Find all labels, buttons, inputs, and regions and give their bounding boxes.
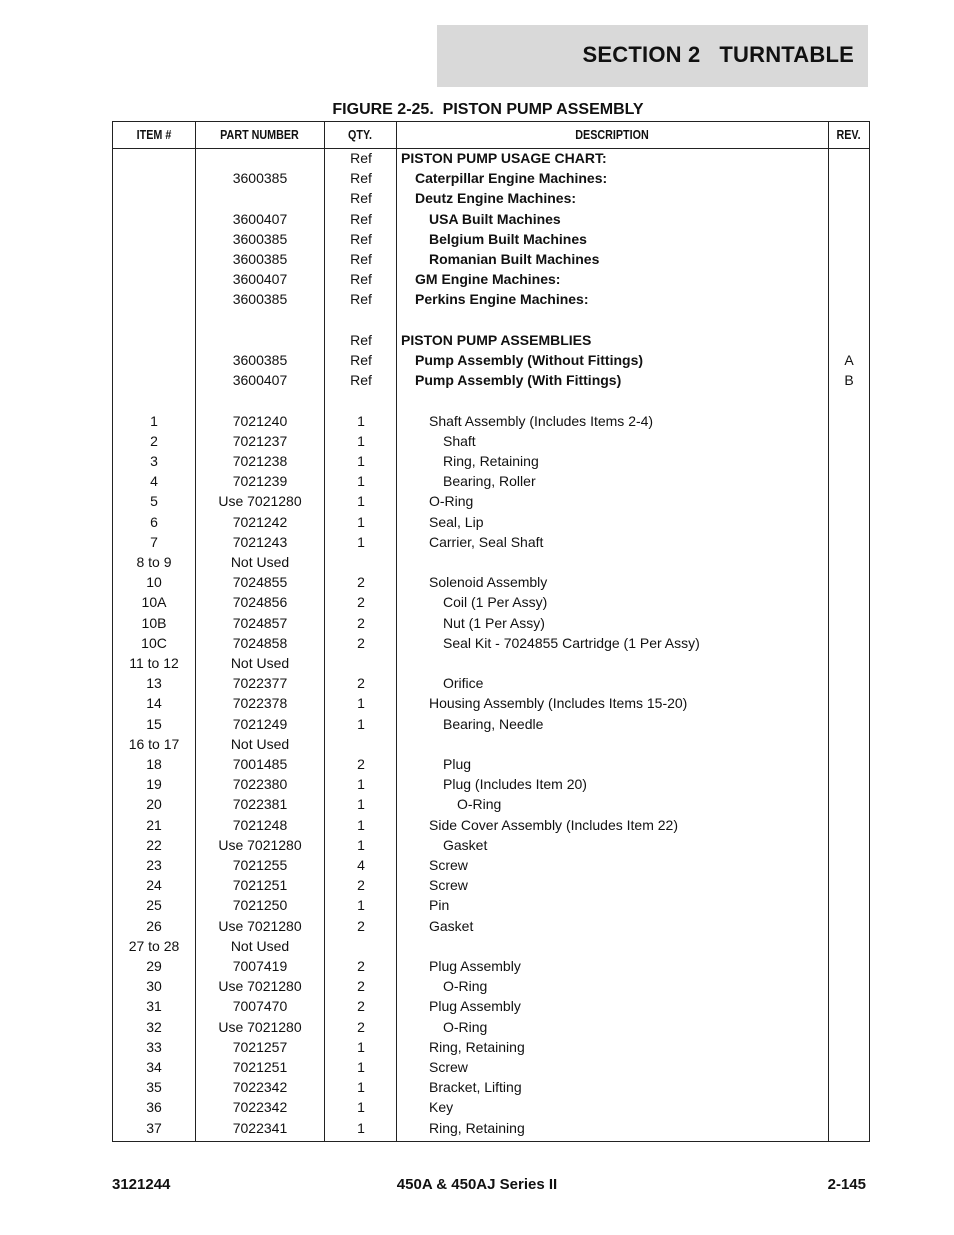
column-header-rev: REV. [836,128,861,142]
item-cell: 18 [146,756,162,772]
part-number-cell: 7022377 [232,675,288,692]
item-cell: 29 [146,958,162,974]
item-cell: 6 [150,513,158,530]
item-cell: 14 [146,695,162,712]
description-cell: Carrier, Seal Shaft [429,533,544,550]
qty-cell: 2 [357,756,365,772]
description-cell: Coil (1 Per Assy) [443,594,548,611]
table-row [113,895,869,915]
table-row [113,188,869,208]
table-row [113,875,869,895]
part-number-cell: Use 7021280 [218,493,302,510]
table-row [113,1077,869,1097]
part-number-cell: 7021255 [232,857,288,873]
item-cell: 37 [146,1119,162,1136]
item-cell: 25 [146,897,162,914]
table-row [113,754,869,774]
table-row [113,693,869,713]
qty-cell: 1 [357,513,365,530]
description-cell: Screw [429,877,468,894]
table-row [113,370,869,390]
item-cell: 13 [146,675,162,692]
qty-cell: 1 [357,816,365,833]
qty-cell: 1 [357,1099,365,1116]
table-row [113,653,869,673]
table-row [113,209,869,229]
item-cell: 11 to 12 [129,655,179,671]
qty-cell: 1 [357,493,365,510]
table-row [113,350,869,370]
rev-cell: A [844,352,854,368]
table-row [113,633,869,653]
part-number-cell: 7022378 [232,695,288,712]
part-number-cell: 7024858 [232,634,288,651]
item-cell: 34 [146,1059,162,1075]
table-row [113,168,869,188]
part-number-cell: 7021238 [232,453,288,469]
table-row [113,734,869,754]
description-cell: Seal Kit - 7024855 Cartridge (1 Per Assy) [443,634,700,651]
table-row [113,855,869,875]
qty-cell: Ref [350,291,372,308]
description-cell: USA Built Machines [429,210,561,227]
qty-cell: Ref [350,230,372,247]
table-row [113,411,869,431]
part-number-cell: 3600407 [232,271,288,288]
table-row [113,794,869,814]
item-cell: 33 [146,1038,162,1055]
part-number-cell: 7022381 [232,796,288,813]
description-cell: Screw [429,857,468,873]
qty-cell: 1 [357,1059,365,1075]
item-cell: 19 [146,776,162,793]
part-number-cell: Use 7021280 [218,978,302,995]
item-cell: 1 [150,412,158,429]
item-cell: 2 [150,432,158,449]
item-cell: 22 [146,836,162,853]
table-row [113,512,869,532]
part-number-cell: 3600385 [232,291,288,308]
description-cell: Deutz Engine Machines: [415,190,577,207]
description-cell: Belgium Built Machines [429,230,587,247]
description-cell: Solenoid Assembly [429,574,548,591]
description-cell: O-Ring [457,796,502,813]
part-number-cell: 3600385 [232,251,288,267]
description-cell: Shaft Assembly (Includes Items 2-4) [429,412,654,429]
part-number-cell: 7022342 [232,1099,288,1116]
item-cell: 10C [141,634,167,651]
column-header-item: ITEM # [136,128,172,142]
table-row [113,976,869,996]
table-row [113,1057,869,1077]
table-row [113,310,869,330]
footer-page-number: 2-145 [827,1176,866,1193]
qty-cell: 1 [357,453,365,469]
item-cell: 10B [141,614,167,631]
part-number-cell: 7021250 [232,897,288,914]
part-number-cell: 7022341 [232,1119,288,1136]
qty-cell: 2 [357,877,365,894]
item-cell: 4 [150,473,158,490]
column-header-part-number: PART NUMBER [220,128,299,142]
item-cell: 27 to 28 [128,937,180,954]
item-cell: 16 to 17 [128,735,180,752]
description-cell: Key [429,1099,454,1116]
qty-cell: 2 [357,594,365,611]
description-cell: Ring, Retaining [443,453,539,469]
table-row [113,249,869,269]
description-cell: PISTON PUMP ASSEMBLIES [401,331,592,348]
qty-cell: 4 [357,857,365,873]
part-number-cell: 7007470 [232,998,288,1015]
part-number-cell: Not Used [230,655,290,671]
description-cell: Pump Assembly (With Fittings) [415,372,622,389]
qty-cell: 1 [357,715,365,732]
table-row [113,1017,869,1037]
footer-model: 450A & 450AJ Series II [396,1176,558,1193]
item-cell: 15 [146,715,162,732]
qty-cell: 2 [357,574,365,591]
part-number-cell: 7022342 [232,1079,288,1096]
item-cell: 21 [146,816,162,833]
description-cell: Caterpillar Engine Machines: [415,170,608,187]
description-cell: Ring, Retaining [429,1119,525,1136]
part-number-cell: Not Used [230,937,290,954]
column-header-qty: QTY. [348,128,372,142]
description-cell: Seal, Lip [429,513,484,530]
qty-cell: 2 [357,1018,365,1035]
item-cell: 23 [146,857,162,873]
description-cell: Bearing, Needle [443,715,544,732]
part-number-cell: 7021243 [232,533,288,550]
section-header [437,25,868,87]
table-row [113,673,869,693]
qty-cell: Ref [350,170,372,187]
description-cell: Pump Assembly (Without Fittings) [415,352,644,368]
table-row [113,936,869,956]
item-cell: 26 [146,917,162,934]
description-cell: Plug [443,756,472,772]
part-number-cell: 3600407 [232,372,288,389]
qty-cell: 1 [357,412,365,429]
part-number-cell: Not Used [230,554,290,570]
part-number-cell: 7022380 [232,776,288,793]
qty-cell: 1 [357,1079,365,1096]
description-cell: Plug Assembly [429,998,521,1015]
item-cell: 8 to 9 [136,554,172,570]
qty-cell: 2 [357,958,365,974]
table-row [113,835,869,855]
table-row [113,815,869,835]
qty-cell: 1 [357,432,365,449]
qty-cell: Ref [350,352,372,368]
qty-cell: Ref [350,271,372,288]
qty-cell: Ref [350,251,372,267]
table-row [113,1097,869,1117]
qty-cell: 1 [357,776,365,793]
description-cell: Plug (Includes Item 20) [443,776,587,793]
description-cell: O-Ring [443,1018,488,1035]
table-row [113,774,869,794]
table-row [113,289,869,309]
description-cell: Orifice [443,675,484,692]
part-number-cell: 7024855 [232,574,288,591]
table-row [113,431,869,451]
part-number-cell: 7021251 [232,877,288,894]
item-cell: 30 [146,978,162,995]
part-number-cell: Use 7021280 [218,836,302,853]
item-cell: 24 [146,877,162,894]
description-cell: Romanian Built Machines [429,251,600,267]
description-cell: Perkins Engine Machines: [415,291,589,308]
qty-cell: 1 [357,897,365,914]
item-cell: 7 [150,533,158,550]
description-cell: O-Ring [443,978,488,995]
description-cell: Side Cover Assembly (Includes Item 22) [429,816,678,833]
item-cell: 20 [146,796,162,813]
part-number-cell: 7024856 [232,594,288,611]
part-number-cell: 7021251 [232,1059,288,1075]
qty-cell: 1 [357,1038,365,1055]
part-number-cell: 7021239 [232,473,288,490]
table-row [113,572,869,592]
item-cell: 35 [146,1079,162,1096]
part-number-cell: 3600385 [232,352,288,368]
qty-cell: 1 [357,836,365,853]
description-cell: Housing Assembly (Includes Items 15-20) [429,695,688,712]
qty-cell: Ref [350,210,372,227]
qty-cell: 2 [357,998,365,1015]
table-row [113,552,869,572]
part-number-cell: 7007419 [232,958,288,974]
table-row [113,1037,869,1057]
part-number-cell: 7021249 [232,715,288,732]
qty-cell: Ref [350,150,372,166]
column-header-description: DESCRIPTION [575,128,649,142]
table-row [113,269,869,289]
qty-cell: 1 [357,695,365,712]
description-cell: Screw [429,1059,468,1075]
table-row [113,390,869,410]
item-cell: 10 [146,574,162,591]
description-cell: Shaft [443,432,476,449]
part-number-cell: 3600385 [232,170,288,187]
item-cell: 32 [146,1018,162,1035]
part-number-cell: Use 7021280 [218,1018,302,1035]
qty-cell: 1 [357,1119,365,1136]
qty-cell: 2 [357,675,365,692]
table-row [113,451,869,471]
part-number-cell: 3600385 [232,230,288,247]
table-row [113,714,869,734]
part-number-cell: 7021237 [232,432,288,449]
description-cell: O-Ring [429,493,474,510]
description-cell: PISTON PUMP USAGE CHART: [401,150,607,166]
table-row [113,1118,869,1138]
description-cell: Gasket [443,836,488,853]
item-cell: 3 [150,453,158,469]
description-cell: Plug Assembly [429,958,521,974]
item-cell: 5 [150,493,158,510]
table-row [113,491,869,511]
description-cell: Pin [429,897,450,914]
table-row [113,996,869,1016]
table-row [113,471,869,491]
part-number-cell: 7021257 [232,1038,288,1055]
qty-cell: Ref [350,331,372,348]
item-cell: 31 [146,998,162,1015]
rev-cell: B [844,372,854,389]
table-row [113,916,869,936]
qty-cell: 2 [357,978,365,995]
table-row [113,613,869,633]
item-cell: 36 [146,1099,162,1116]
table-row [113,532,869,552]
section-title: SECTION 2 TURNTABLE [582,42,854,67]
part-number-cell: 7001485 [232,756,288,772]
qty-cell: Ref [350,190,372,207]
part-number-cell: 3600407 [232,210,288,227]
footer-doc-number: 3121244 [112,1176,171,1193]
table-row [113,592,869,612]
description-cell: Gasket [429,917,474,934]
part-number-cell: Use 7021280 [218,917,302,934]
part-number-cell: Not Used [230,735,290,752]
qty-cell: Ref [350,372,372,389]
qty-cell: 2 [357,634,365,651]
table-row [113,229,869,249]
description-cell: Ring, Retaining [429,1038,525,1055]
table-row [113,956,869,976]
description-cell: Nut (1 Per Assy) [443,614,545,631]
qty-cell: 2 [357,917,365,934]
qty-cell: 1 [357,473,365,490]
description-cell: GM Engine Machines: [415,271,561,288]
description-cell: Bearing, Roller [443,473,536,490]
description-cell: Bracket, Lifting [429,1079,522,1096]
table-row [113,330,869,350]
part-number-cell: 7021248 [232,816,288,833]
part-number-cell: 7021242 [232,513,288,530]
part-number-cell: 7021240 [232,412,288,429]
qty-cell: 2 [357,614,365,631]
table-row [113,148,869,168]
figure-title: FIGURE 2-25. PISTON PUMP ASSEMBLY [332,101,644,118]
part-number-cell: 7024857 [232,614,288,631]
item-cell: 10A [141,594,167,611]
qty-cell: 1 [357,533,365,550]
parts-table [112,121,870,1142]
qty-cell: 1 [357,796,365,813]
